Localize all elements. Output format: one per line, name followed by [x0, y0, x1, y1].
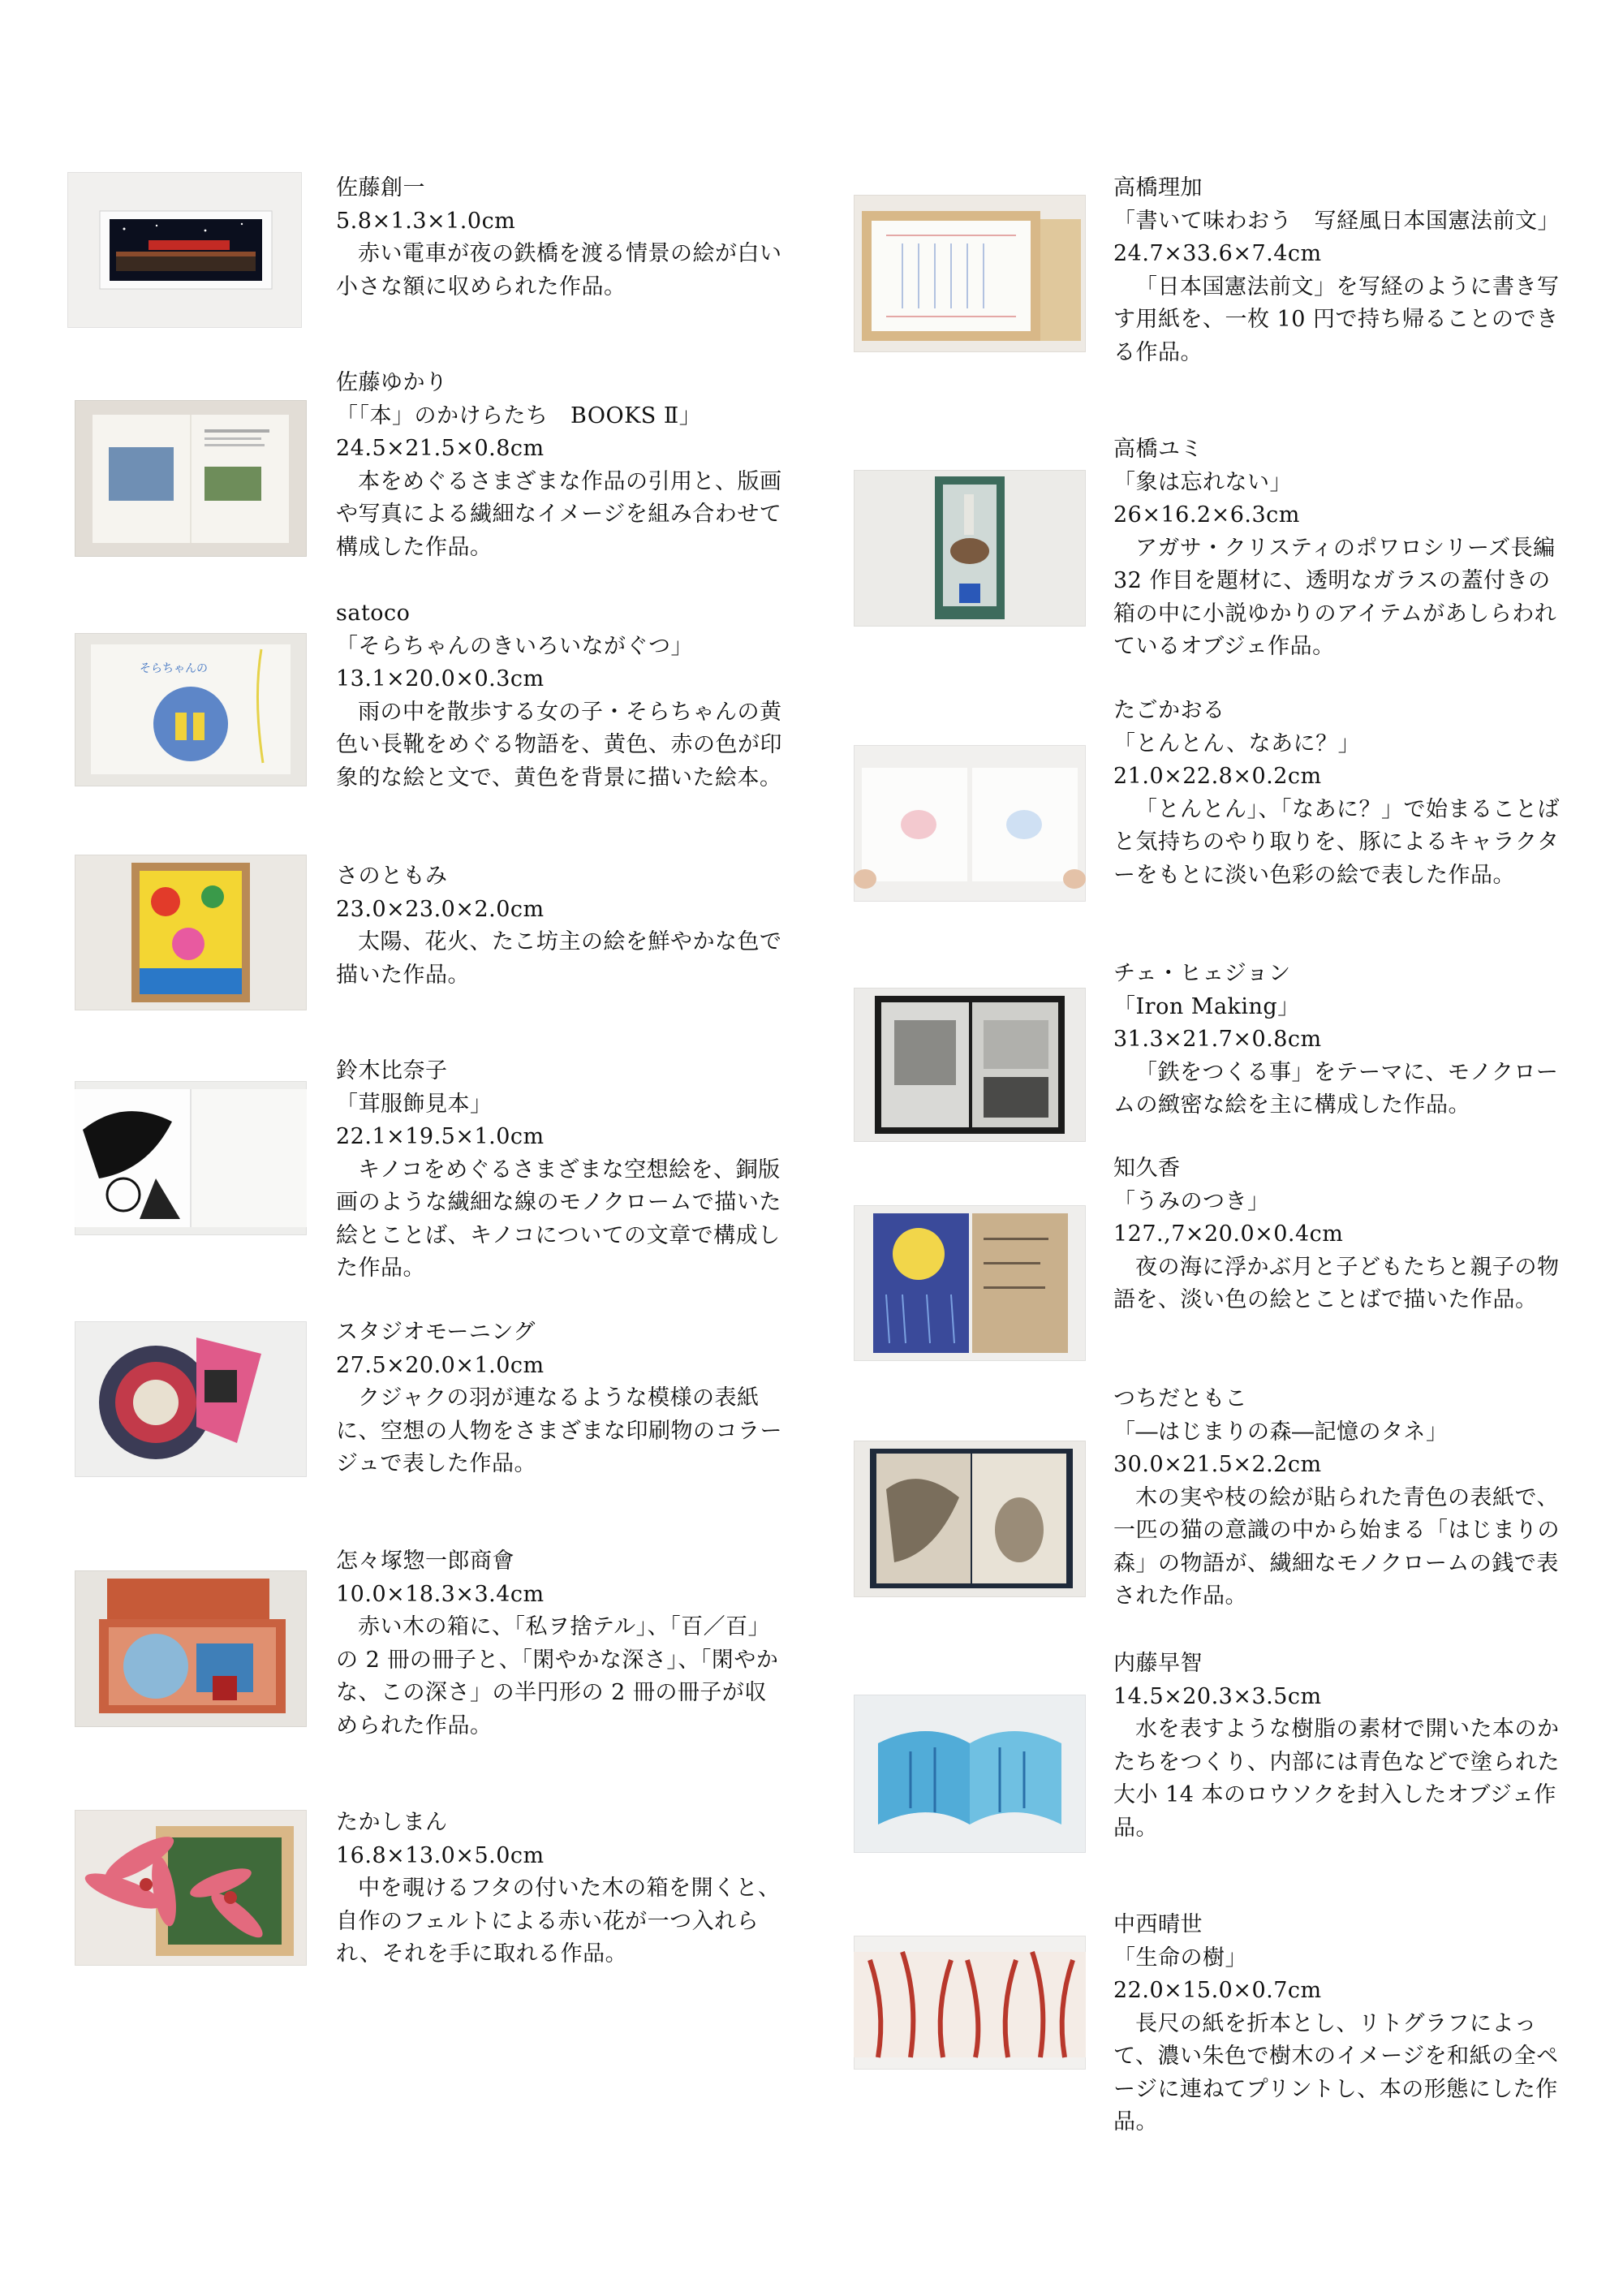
artwork-description: クジャクの羽が連なるような模様の表紙に、空想の人物をさまざまな印刷物のコラージュで表した作品。 — [336, 1385, 782, 1476]
artwork-photo — [854, 1441, 1086, 1597]
artwork-info — [336, 860, 787, 992]
artist-name: 内藤早智 — [1113, 1651, 1203, 1676]
artwork-description: 赤い電車が夜の鉄橋を渡る情景の絵が白い小さな額に収められた作品。 — [336, 241, 782, 299]
artwork-dimensions: 24.5×21.5×0.8cm — [336, 436, 545, 461]
artwork-dimensions: 16.8×13.0×5.0cm — [336, 1842, 545, 1868]
artwork-photo — [854, 195, 1086, 352]
artwork-description: 長尺の紙を折本とし、リトグラフによって、濃い朱色で樹木のイメージを和紙の全ページに連ねてプリントし、本の形態にした作品。 — [1113, 2010, 1559, 2134]
artwork-info — [336, 172, 787, 304]
artwork-photo — [854, 1695, 1086, 1853]
artwork-title: 「象は忘れない」 — [1113, 469, 1292, 495]
artwork-photo — [75, 1810, 307, 1966]
artist-name: たごかおる — [1113, 698, 1225, 723]
artwork-description: 夜の海に浮かぶ月と子どもたちと親子の物語を、淡い色の絵とことばで描いた作品。 — [1113, 1254, 1560, 1312]
artwork-description: 雨の中を散歩する女の子・そらちゃんの黄色い長靴をめぐる物語を、黄色、赤の色が印象的な絵と文で、黄色を背景に描いた絵本。 — [336, 699, 782, 790]
artwork-dimensions: 22.1×19.5×1.0cm — [336, 1124, 545, 1149]
artist-name: 佐藤ゆかり — [336, 370, 448, 395]
artwork-title: 「「本」のかけらたち BOOKS Ⅱ」 — [336, 403, 702, 429]
artist-name: 高橋理加 — [1113, 175, 1203, 200]
artist-name: さのともみ — [336, 864, 448, 889]
artwork-description: 「日本国憲法前文」を写経のように書き写す用紙を、一枚 10 円で持ち帰ることのできる作品。 — [1113, 274, 1560, 365]
artist-name: 鈴木比奈子 — [336, 1058, 448, 1083]
artwork-title: 「うみのつき」 — [1113, 1188, 1270, 1214]
artwork-description: 中を覗けるフタの付いた木の箱を開くと、自作のフェルトによる赤い花が一つ入れられ、それを手に取れる作品。 — [336, 1876, 781, 1966]
artwork-dimensions: 13.1×20.0×0.3cm — [336, 666, 545, 691]
artist-name: 高橋ユミ — [1113, 437, 1203, 462]
artwork-info — [1113, 172, 1565, 369]
svg-text:そらちゃんの: そらちゃんの — [140, 662, 208, 675]
artwork-dimensions: 23.0×23.0×2.0cm — [336, 896, 545, 922]
artwork-info — [1113, 1383, 1565, 1613]
artwork-dimensions: 127.,7×20.0×0.4cm — [1113, 1221, 1344, 1247]
artwork-info — [336, 597, 787, 795]
artwork-dimensions: 31.3×21.7×0.8cm — [1113, 1027, 1322, 1052]
artwork-photo — [75, 1081, 307, 1235]
artwork-title: 「Iron Making」 — [1113, 993, 1300, 1019]
artwork-photo — [854, 470, 1086, 627]
artwork-photo — [75, 400, 307, 557]
artwork-title: 「書いて味わおう 写経風日本国憲法前文」 — [1113, 208, 1560, 234]
artist-name: 知久香 — [1113, 1156, 1181, 1181]
artwork-description: 水を表すような樹脂の素材で開いた本のかたちをつくり、内部には青色などで塗られた大小 14 本のロウソクを封入したオブジェ作品。 — [1113, 1717, 1560, 1841]
artwork-dimensions: 21.0×22.8×0.2cm — [1113, 764, 1322, 789]
artwork-title: 「茸服飾見本」 — [336, 1091, 493, 1117]
artwork-photo — [67, 172, 302, 328]
artwork-dimensions: 5.8×1.3×1.0cm — [336, 208, 516, 234]
artwork-info — [1113, 1909, 1565, 2139]
artwork-info — [336, 1545, 787, 1742]
artwork-description: 太陽、花火、たこ坊主の絵を鮮やかな色で描いた作品。 — [336, 929, 782, 988]
artwork-title: 「とんとん、なあに？」 — [1113, 730, 1361, 756]
artwork-info — [336, 1055, 787, 1286]
artist-name: 怎々塚惣一郎商會 — [336, 1549, 514, 1574]
artist-name: たかしまん — [336, 1810, 448, 1835]
artist-name: satoco — [336, 601, 411, 626]
artwork-info — [336, 1807, 787, 1971]
artwork-info — [1113, 695, 1565, 892]
artwork-info — [336, 367, 787, 564]
artwork-dimensions: 24.7×33.6×7.4cm — [1113, 241, 1322, 266]
artwork-photo — [75, 1321, 307, 1477]
artist-name: 佐藤創一 — [336, 175, 425, 200]
artist-name: 中西晴世 — [1113, 1912, 1203, 1937]
artwork-photo — [75, 1570, 307, 1727]
artwork-description: 赤い木の箱に、「私ヲ捨テル」、「百／百」の 2 冊の冊子と、「閑やかな深さ」、「閑やかな、この深さ」の半円形の 2 冊の冊子が収められた作品。 — [336, 1614, 779, 1738]
artwork-info — [1113, 958, 1565, 1122]
artwork-photo — [75, 855, 307, 1010]
artwork-description: 本をめぐるさまざまな作品の引用と、版画や写真による繊細なイメージを組み合わせて構成した作品。 — [336, 468, 782, 560]
artwork-dimensions: 26×16.2×6.3cm — [1113, 502, 1300, 528]
artwork-photo — [854, 745, 1086, 902]
artwork-description: 木の実や枝の絵が貼られた青色の表紙で、一匹の猫の意識の中から始まる「はじまりの森」の物語が、繊細なモノクロームの銭で表された作品。 — [1113, 1484, 1560, 1609]
artwork-title: 「―はじまりの森―記憶のタネ」 — [1113, 1419, 1449, 1445]
artwork-info — [1113, 1648, 1565, 1845]
artwork-info — [336, 1316, 787, 1481]
artwork-title: 「そらちゃんのきいろいながぐつ」 — [336, 633, 693, 659]
artwork-dimensions: 30.0×21.5×2.2cm — [1113, 1452, 1322, 1477]
artist-name: スタジオモーニング — [336, 1320, 536, 1345]
artwork-dimensions: 27.5×20.0×1.0cm — [336, 1352, 545, 1378]
artwork-photo — [854, 1936, 1086, 2070]
artwork-description: アガサ・クリスティのポワロシリーズ長編 32 作目を題材に、透明なガラスの蓋付きの箱の中に小説ゆかりのアイテムがあしらわれているオブジェ作品。 — [1113, 535, 1557, 659]
artwork-photo — [854, 988, 1086, 1142]
artwork-description: 「鉄をつくる事」をテーマに、モノクロームの緻密な絵を主に構成した作品。 — [1113, 1059, 1559, 1118]
artwork-dimensions: 22.0×15.0×0.7cm — [1113, 1978, 1322, 2003]
artwork-dimensions: 14.5×20.3×3.5cm — [1113, 1683, 1322, 1709]
artwork-photo — [75, 633, 307, 786]
artist-name: チェ・ヒェジョン — [1113, 961, 1291, 986]
artwork-description: キノコをめぐるさまざまな空想絵を、銅版画のような繊細な線のモノクロームで描いた絵とことば、キノコについての文章で構成した作品。 — [336, 1157, 781, 1281]
artwork-description: 「とんとん」、「なあに？」で始まることばと気持ちのやり取りを、豚によるキャラクターをもとに淡い色彩の絵で表した作品。 — [1113, 796, 1560, 888]
artwork-info — [1113, 433, 1565, 664]
artwork-dimensions: 10.0×18.3×3.4cm — [336, 1581, 545, 1607]
artwork-title: 「生命の樹」 — [1113, 1945, 1247, 1971]
artwork-photo — [854, 1205, 1086, 1361]
artwork-info — [1113, 1152, 1565, 1317]
artist-name: つちだともこ — [1113, 1386, 1247, 1411]
